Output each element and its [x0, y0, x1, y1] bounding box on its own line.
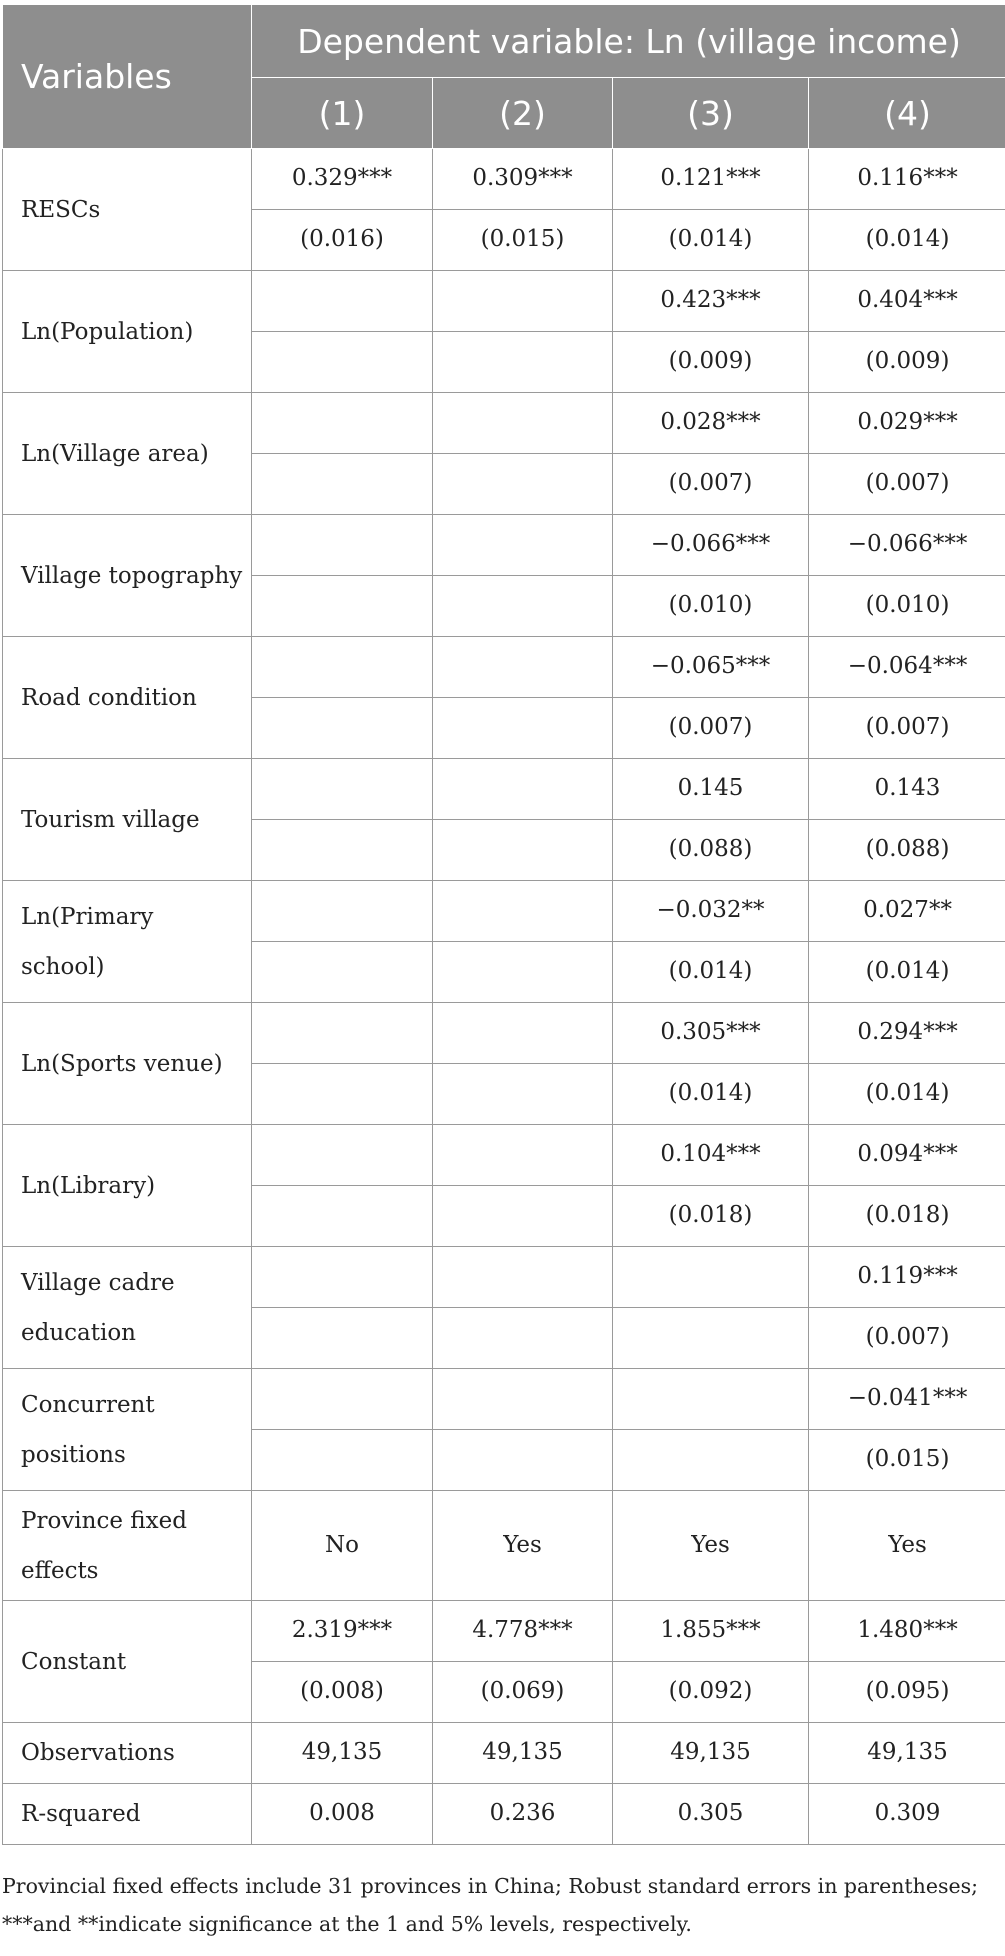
value-cell: 0.305 — [613, 1784, 809, 1845]
coefficient-cell — [433, 515, 613, 576]
value-cell: 0.309 — [809, 1784, 1005, 1845]
coefficient-cell — [252, 393, 433, 454]
standard-error-cell: (0.088) — [809, 820, 1005, 881]
variable-label: Village topography — [3, 515, 252, 637]
standard-error-cell: (0.014) — [809, 210, 1005, 271]
coefficient-cell: 0.423*** — [613, 271, 809, 332]
coefficient-cell: 0.094*** — [809, 1125, 1005, 1186]
coefficient-cell: 2.319*** — [252, 1601, 433, 1662]
coefficient-cell — [433, 1003, 613, 1064]
standard-error-cell: (0.018) — [613, 1186, 809, 1247]
value-cell: No — [252, 1491, 433, 1601]
standard-error-cell: (0.014) — [809, 942, 1005, 1003]
standard-error-cell: (0.018) — [809, 1186, 1005, 1247]
coefficient-cell — [613, 1369, 809, 1430]
coefficient-cell — [252, 271, 433, 332]
table-row — [3, 1784, 1005, 1845]
coefficient-cell: 0.027** — [809, 881, 1005, 942]
standard-error-cell — [252, 332, 433, 393]
coefficient-cell — [252, 1125, 433, 1186]
standard-error-cell: (0.009) — [809, 332, 1005, 393]
coefficient-cell — [433, 759, 613, 820]
standard-error-cell — [433, 454, 613, 515]
coefficient-cell: 0.305*** — [613, 1003, 809, 1064]
standard-error-cell — [433, 1430, 613, 1491]
variable-label: Ln(Library) — [3, 1125, 252, 1247]
column-header: (2) — [433, 78, 613, 149]
variable-label: Province fixed effects — [3, 1491, 252, 1601]
table-row — [3, 1491, 1005, 1601]
standard-error-cell: (0.009) — [613, 332, 809, 393]
standard-error-cell: (0.007) — [613, 454, 809, 515]
value-cell: Yes — [613, 1491, 809, 1601]
standard-error-cell: (0.069) — [433, 1662, 613, 1723]
standard-error-cell: (0.008) — [252, 1662, 433, 1723]
standard-error-cell — [613, 1308, 809, 1369]
coefficient-cell — [613, 1247, 809, 1308]
table-footnote: Provincial fixed effects include 31 provinces in China; Robust standard errors in parentheses; ***and **indicate significance at the 1 and 5% levels, respectively. — [2, 1874, 979, 1936]
standard-error-cell — [433, 1186, 613, 1247]
table-row — [3, 1247, 1005, 1308]
coefficient-cell — [252, 881, 433, 942]
coefficient-cell: −0.065*** — [613, 637, 809, 698]
standard-error-cell — [433, 820, 613, 881]
standard-error-cell — [433, 332, 613, 393]
standard-error-cell — [433, 1064, 613, 1125]
coefficient-cell: 0.029*** — [809, 393, 1005, 454]
column-header: (4) — [809, 78, 1005, 149]
variable-label: Ln(Village area) — [3, 393, 252, 515]
coefficient-cell: 0.119*** — [809, 1247, 1005, 1308]
table-row — [3, 637, 1005, 698]
coefficient-cell — [433, 393, 613, 454]
coefficient-cell — [433, 1247, 613, 1308]
coefficient-cell: 0.143 — [809, 759, 1005, 820]
standard-error-cell: (0.010) — [613, 576, 809, 637]
regression-table — [2, 4, 1005, 1845]
coefficient-cell: −0.041*** — [809, 1369, 1005, 1430]
standard-error-cell: (0.015) — [433, 210, 613, 271]
variable-label: R-squared — [3, 1784, 252, 1845]
table-row — [3, 1601, 1005, 1662]
variable-label: Ln(Primary school) — [3, 881, 252, 1003]
variable-label: Road condition — [3, 637, 252, 759]
variable-label: Village cadre education — [3, 1247, 252, 1369]
standard-error-cell — [252, 942, 433, 1003]
coefficient-cell: −0.064*** — [809, 637, 1005, 698]
standard-error-cell — [252, 698, 433, 759]
coefficient-cell — [433, 1369, 613, 1430]
variables-header: Variables — [3, 5, 252, 149]
table-row — [3, 1723, 1005, 1784]
standard-error-cell: (0.014) — [613, 942, 809, 1003]
value-cell: Yes — [809, 1491, 1005, 1601]
table-row — [3, 881, 1005, 942]
coefficient-cell: 1.855*** — [613, 1601, 809, 1662]
standard-error-cell: (0.007) — [613, 698, 809, 759]
table-header — [3, 5, 1005, 149]
standard-error-cell — [433, 576, 613, 637]
coefficient-cell: 0.116*** — [809, 149, 1005, 210]
coefficient-cell: 0.104*** — [613, 1125, 809, 1186]
variable-label: Ln(Population) — [3, 271, 252, 393]
standard-error-cell: (0.007) — [809, 1308, 1005, 1369]
coefficient-cell: 0.121*** — [613, 149, 809, 210]
coefficient-cell — [252, 515, 433, 576]
standard-error-cell — [252, 820, 433, 881]
value-cell: 0.008 — [252, 1784, 433, 1845]
standard-error-cell — [252, 454, 433, 515]
standard-error-cell — [252, 1064, 433, 1125]
coefficient-cell: 0.294*** — [809, 1003, 1005, 1064]
standard-error-cell: (0.095) — [809, 1662, 1005, 1723]
coefficient-cell: 0.145 — [613, 759, 809, 820]
value-cell: 49,135 — [252, 1723, 433, 1784]
coefficient-cell: 0.404*** — [809, 271, 1005, 332]
standard-error-cell — [433, 942, 613, 1003]
coefficient-cell: 0.028*** — [613, 393, 809, 454]
standard-error-cell — [252, 1186, 433, 1247]
value-cell: 49,135 — [433, 1723, 613, 1784]
coefficient-cell — [252, 637, 433, 698]
standard-error-cell: (0.014) — [809, 1064, 1005, 1125]
standard-error-cell — [252, 1308, 433, 1369]
table-row — [3, 271, 1005, 332]
dependent-variable-header: Dependent variable: Ln (village income) — [252, 5, 1005, 78]
coefficient-cell — [433, 1125, 613, 1186]
value-cell: 49,135 — [809, 1723, 1005, 1784]
coefficient-cell: −0.032** — [613, 881, 809, 942]
standard-error-cell: (0.092) — [613, 1662, 809, 1723]
standard-error-cell — [252, 576, 433, 637]
table-row — [3, 1369, 1005, 1430]
coefficient-cell: 0.329*** — [252, 149, 433, 210]
value-cell: 49,135 — [613, 1723, 809, 1784]
coefficient-cell — [252, 1369, 433, 1430]
table-row — [3, 393, 1005, 454]
variable-label: Ln(Sports venue) — [3, 1003, 252, 1125]
coefficient-cell — [252, 1003, 433, 1064]
standard-error-cell: (0.010) — [809, 576, 1005, 637]
standard-error-cell — [252, 1430, 433, 1491]
column-header: (3) — [613, 78, 809, 149]
standard-error-cell: (0.007) — [809, 454, 1005, 515]
table-row — [3, 759, 1005, 820]
coefficient-cell: −0.066*** — [809, 515, 1005, 576]
table-row — [3, 149, 1005, 210]
coefficient-cell — [252, 759, 433, 820]
table-body — [3, 149, 1005, 1845]
standard-error-cell — [433, 698, 613, 759]
coefficient-cell — [433, 271, 613, 332]
value-cell: 0.236 — [433, 1784, 613, 1845]
table-row — [3, 515, 1005, 576]
standard-error-cell — [433, 1308, 613, 1369]
coefficient-cell — [433, 881, 613, 942]
standard-error-cell: (0.007) — [809, 698, 1005, 759]
standard-error-cell: (0.088) — [613, 820, 809, 881]
table-row — [3, 1125, 1005, 1186]
coefficient-cell: 4.778*** — [433, 1601, 613, 1662]
coefficient-cell — [433, 637, 613, 698]
standard-error-cell: (0.014) — [613, 1064, 809, 1125]
variable-label: Tourism village — [3, 759, 252, 881]
variable-label: RESCs — [3, 149, 252, 271]
standard-error-cell: (0.015) — [809, 1430, 1005, 1491]
variable-label: Observations — [3, 1723, 252, 1784]
variable-label: Concurrent positions — [3, 1369, 252, 1491]
variable-label: Constant — [3, 1601, 252, 1723]
column-header: (1) — [252, 78, 433, 149]
table-row — [3, 1003, 1005, 1064]
coefficient-cell: 0.309*** — [433, 149, 613, 210]
coefficient-cell: 1.480*** — [809, 1601, 1005, 1662]
standard-error-cell: (0.016) — [252, 210, 433, 271]
value-cell: Yes — [433, 1491, 613, 1601]
standard-error-cell — [613, 1430, 809, 1491]
coefficient-cell: −0.066*** — [613, 515, 809, 576]
standard-error-cell: (0.014) — [613, 210, 809, 271]
coefficient-cell — [252, 1247, 433, 1308]
